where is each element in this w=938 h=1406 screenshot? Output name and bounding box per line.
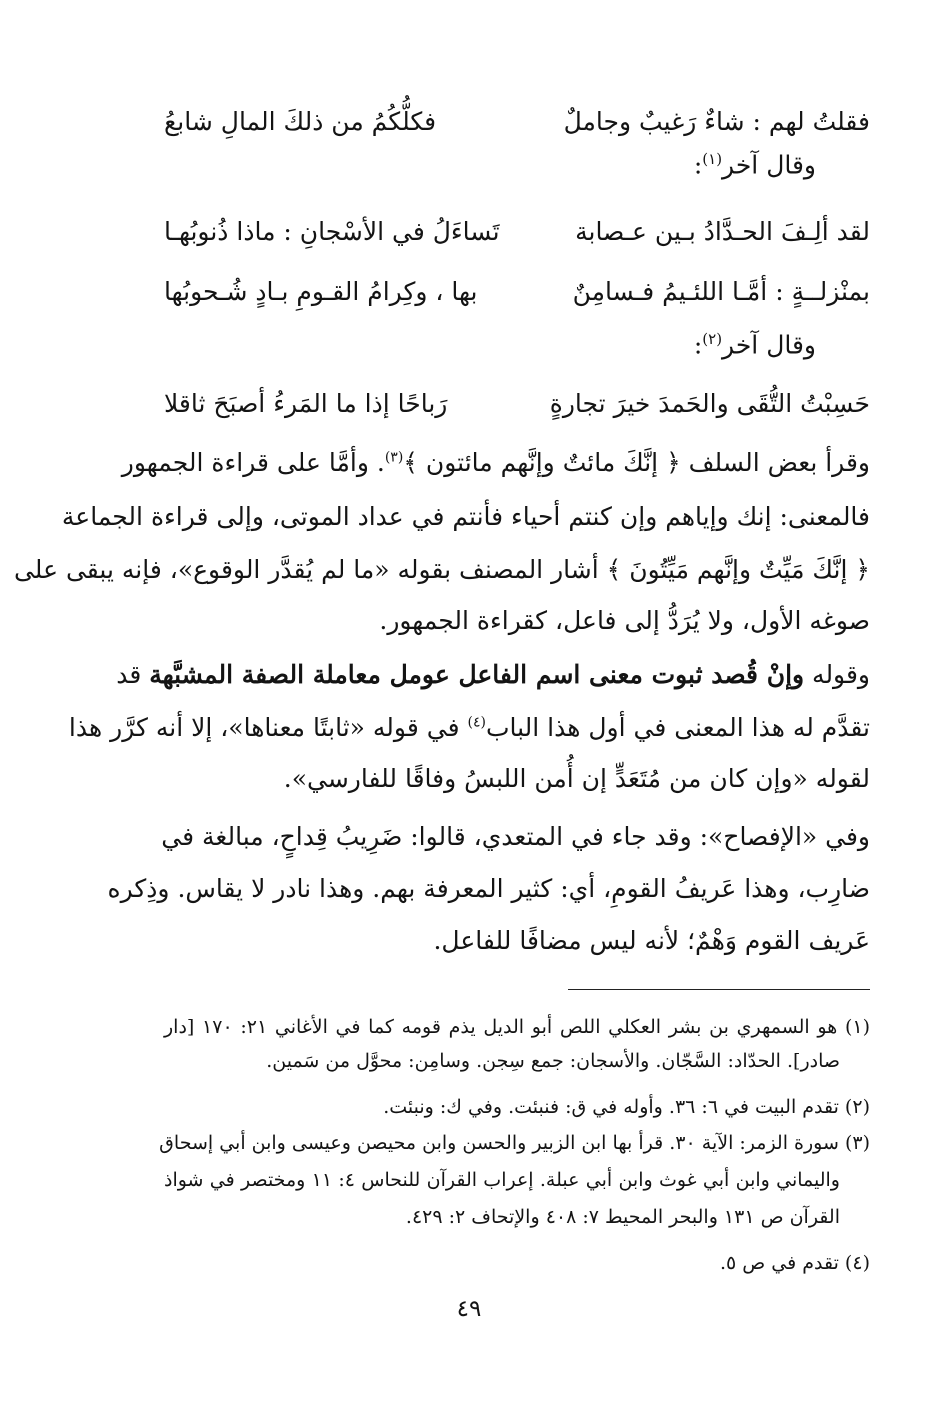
footnote-line: القرآن ص ١٣١ والبحر المحيط ٧: ٤٠٨ والإتحاف ٢: ٤٢٩. — [405, 1206, 840, 1228]
footnote-line: (٣) سورة الزمر: الآية ٣٠. قرأ بها ابن الزبير والحسن وابن محيصن وعيسى وابن أبي إسحاق — [159, 1132, 870, 1154]
intro-colon: : — [693, 150, 703, 180]
verse-second-hemistich: تَساءَلُ في الأسْجانِ : ماذا ذُنوبُهـا — [164, 216, 500, 246]
footnote-line: (٢) تقدم البيت في ٦: ٣٦. وأوله في ق: فنبئت. وفي ك: ونبئت. — [383, 1096, 870, 1118]
bold-quotation: وإنْ قُصد ثبوت معنى اسم الفاعل عومل معاملة الصفة المشبَّهة — [149, 660, 805, 689]
verse-first-hemistich: بمنْزلــةٍ : أمَّـا اللئـيمُ فـسامِنٌ — [572, 276, 870, 306]
footnote-line: (٤) تقدم في ص ٥. — [719, 1252, 870, 1274]
page-number: ٤٩ — [456, 1296, 482, 1322]
paragraph-line: ﴿ إنَّكَ مَيِّتٌ وإنَّهم مَيِّتُونَ ﴾ أشار المصنف بقوله «ما لم يُقدَّر الوقوع»، فإنه يبقى على — [13, 555, 870, 584]
verse-second-hemistich: فكلُّكُمُ من ذلكَ المالِ شابعُ — [164, 106, 437, 136]
footnote-line: صادر]. الحدّاد: السَّجّان. والأسجان: جمع سِجن. وسامِن: محوَّل من سَمين. — [266, 1050, 840, 1072]
paragraph-line: فالمعنى: إنك وإياهم وإن كنتم أحياء فأنتم في عداد الموتى، وإلى قراءة الجماعة — [61, 502, 870, 531]
text-run: وقرأ بعض السلف ﴿ إنَّكَ مائتٌ وإنَّهم مائتون ﴾ — [403, 448, 870, 477]
poem-verse — [164, 380, 870, 426]
poem-verse — [164, 268, 870, 314]
footnote-line: واليماني وابن أبي غوث وابن أبي عبلة. إعراب القرآن للنحاس ٤: ١١ ومختصر في شواذ — [164, 1169, 840, 1191]
intro-colon: : — [693, 330, 703, 360]
verse-first-hemistich: فقلتُ لهم : شاءٌ رَغيبٌ وجاملٌ — [563, 106, 870, 136]
poem-verse — [164, 98, 870, 144]
footnote-ref: (٣) — [384, 449, 404, 466]
text-run: . وأمَّا على قراءة الجمهور — [121, 448, 385, 477]
footnote-ref: (١) — [702, 150, 723, 168]
paragraph-line — [121, 440, 870, 486]
text-run: وقوله — [804, 660, 870, 689]
paragraph-line: لقوله «وإن كان من مُتَعَدٍّ إن أُمن اللبسُ وفاقًا للفارسي». — [283, 764, 870, 793]
verse-second-hemistich: بها ، وكِرامُ القـومِ بـادٍ شُـحوبُها — [164, 276, 478, 306]
verse-second-hemistich: رَباحًا إذا ما المَرءُ أصبَحَ ثاقلا — [164, 388, 448, 418]
verse-intro — [694, 330, 816, 359]
footnote-separator — [568, 989, 870, 990]
paragraph-line — [116, 652, 870, 698]
verse-intro — [694, 150, 816, 179]
text-run: تقدَّم له هذا المعنى في أول هذا الباب — [485, 713, 870, 742]
verse-first-hemistich: لقد ألِـفَ الحـدَّادُ بـين عـصابة — [575, 216, 870, 246]
paragraph-line — [68, 705, 870, 751]
footnote-line: (١) هو السمهري بن بشر العكلي اللص أبو الديل يذم قومه كما في الأغاني ٢١: ١٧٠ [دار — [164, 1016, 870, 1038]
text-run: في قوله «ثابتًا معناها»، إلا أنه كرَّر هذا — [68, 713, 468, 742]
paragraph-line: صوغه الأول، ولا يُرَدُّ إلى فاعل، كقراءة الجمهور. — [379, 606, 870, 635]
footnote-ref: (٢) — [702, 330, 723, 348]
text-run: قد — [116, 660, 150, 689]
footnote-ref: (٤) — [467, 714, 486, 731]
paragraph-line: وفي «الإفصاح»: وقد جاء في المتعدي، قالوا: ضَرِيبُ قِداحٍ، مبالغة في — [161, 822, 870, 851]
poem-verse — [164, 208, 870, 254]
paragraph-line: عَريف القوم وَهْمٌ؛ لأنه ليس مضافًا للفاعل. — [433, 926, 870, 955]
intro-text: وقال آخر — [722, 330, 816, 360]
paragraph-line: ضارِب، وهذا عَريفُ القومِ، أي: كثير المعرفة بهم. وهذا نادر لا يقاس. وذِكره — [107, 874, 870, 903]
intro-text: وقال آخر — [722, 150, 816, 180]
verse-first-hemistich: حَسِبْتُ التُّقَى والحَمدَ خيرَ تجارةٍ — [549, 388, 870, 418]
